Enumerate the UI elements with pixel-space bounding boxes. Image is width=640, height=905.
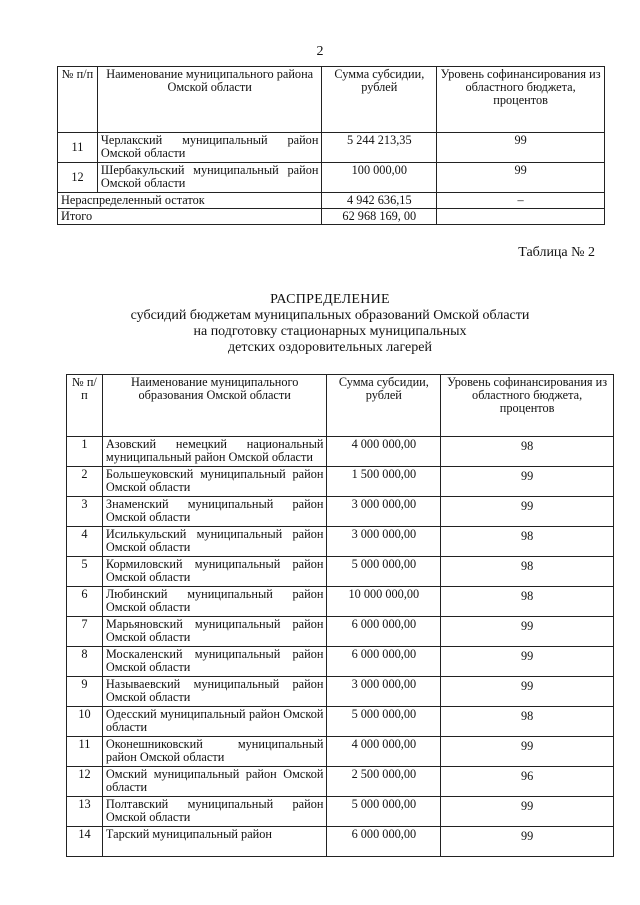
table-2-body [67, 437, 614, 857]
row-num: 10 [67, 707, 103, 737]
row-num: 14 [67, 827, 103, 857]
row-num: 2 [67, 467, 103, 497]
row-num: 9 [67, 677, 103, 707]
row-sum: 6 000 000,00 [327, 827, 441, 857]
total-level [437, 209, 605, 225]
row-sum: 100 000,00 [322, 163, 437, 193]
table-2-heading [0, 292, 640, 356]
row-name: Марьяновский муниципальный район Омской области [102, 617, 327, 647]
undistributed-sum: 4 942 636,15 [322, 193, 437, 209]
heading-line-3: на подготовку стационарных муниципальных [193, 324, 467, 339]
heading-line-2: субсидий бюджетам муниципальных образований Омской области [130, 308, 530, 323]
table-row [67, 647, 614, 677]
table-1 [57, 66, 605, 225]
table-row [58, 163, 605, 193]
header-sum: Сумма субсидии, рублей [322, 67, 437, 133]
row-level: 98 [441, 557, 614, 587]
row-num: 5 [67, 557, 103, 587]
table-row [67, 617, 614, 647]
header-num: № п/п [58, 67, 98, 133]
table-row [67, 737, 614, 767]
row-name: Азовский немецкий национальный муниципальный район Омской области [102, 437, 327, 467]
table-row [67, 707, 614, 737]
row-num: 12 [58, 163, 98, 193]
row-sum: 5 000 000,00 [327, 557, 441, 587]
row-level: 99 [437, 133, 605, 163]
row-level: 99 [437, 163, 605, 193]
row-sum: 6 000 000,00 [327, 617, 441, 647]
table-row [67, 677, 614, 707]
row-sum: 6 000 000,00 [327, 647, 441, 677]
table-row [67, 527, 614, 557]
table-row [67, 497, 614, 527]
table-row [67, 797, 614, 827]
page-number: 2 [316, 44, 324, 59]
row-sum: 10 000 000,00 [327, 587, 441, 617]
row-name: Одесский муниципальный район Омской области [102, 707, 327, 737]
row-name: Полтавский муниципальный район Омской области [102, 797, 327, 827]
row-num: 11 [58, 133, 98, 163]
row-name: Оконешниковский муниципальный район Омской области [102, 737, 327, 767]
row-level: 99 [441, 827, 614, 857]
row-name: Тарский муниципальный район [102, 827, 327, 857]
row-sum: 3 000 000,00 [327, 527, 441, 557]
row-level: 98 [441, 707, 614, 737]
undistributed-level: – [437, 193, 605, 209]
row-num: 4 [67, 527, 103, 557]
row-num: 6 [67, 587, 103, 617]
table-2-label: Таблица № 2 [518, 245, 595, 260]
row-name: Омский муниципальный район Омской области [102, 767, 327, 797]
table-row [67, 767, 614, 797]
row-level: 98 [441, 587, 614, 617]
row-num: 3 [67, 497, 103, 527]
row-level: 99 [441, 737, 614, 767]
undistributed-label: Нераспределенный остаток [58, 193, 322, 209]
row-num: 1 [67, 437, 103, 467]
row-level: 98 [441, 437, 614, 467]
table-row [67, 437, 614, 467]
row-num: 7 [67, 617, 103, 647]
header-num: № п/п [67, 375, 103, 437]
row-num: 8 [67, 647, 103, 677]
row-level: 99 [441, 467, 614, 497]
row-name: Большеуковский муниципальный район Омской области [102, 467, 327, 497]
row-sum: 4 000 000,00 [327, 437, 441, 467]
row-sum: 3 000 000,00 [327, 497, 441, 527]
row-name: Исилькульский муниципальный район Омской области [102, 527, 327, 557]
row-num: 11 [67, 737, 103, 767]
row-name: Знаменский муниципальный район Омской области [102, 497, 327, 527]
row-level: 96 [441, 767, 614, 797]
table-1-header-row [58, 67, 605, 133]
total-label: Итого [58, 209, 322, 225]
table-row [67, 587, 614, 617]
table-row [67, 827, 614, 857]
row-level: 99 [441, 617, 614, 647]
row-sum: 5 000 000,00 [327, 797, 441, 827]
row-num: 13 [67, 797, 103, 827]
table-row [58, 133, 605, 163]
row-name: Кормиловский муниципальный район Омской области [102, 557, 327, 587]
row-sum: 5 244 213,35 [322, 133, 437, 163]
row-level: 98 [441, 527, 614, 557]
row-name: Называевский муниципальный район Омской области [102, 677, 327, 707]
table-2-header-row [67, 375, 614, 437]
undistributed-row [58, 193, 605, 209]
table-2 [66, 374, 614, 857]
header-sum: Сумма субсидии, рублей [327, 375, 441, 437]
row-level: 99 [441, 677, 614, 707]
heading-line-4: детских оздоровительных лагерей [228, 340, 432, 355]
header-level: Уровень софинансирования из областного бюджета, процентов [437, 67, 605, 133]
row-sum: 2 500 000,00 [327, 767, 441, 797]
row-sum: 1 500 000,00 [327, 467, 441, 497]
row-level: 99 [441, 647, 614, 677]
row-name: Шербакульский муниципальный район Омской области [97, 163, 322, 193]
row-num: 12 [67, 767, 103, 797]
row-sum: 3 000 000,00 [327, 677, 441, 707]
header-name: Наименование муниципального образования Омской области [102, 375, 327, 437]
heading-line-1: РАСПРЕДЕЛЕНИЕ [270, 292, 390, 307]
row-level: 99 [441, 497, 614, 527]
table-row [67, 557, 614, 587]
total-row [58, 209, 605, 225]
row-name: Москаленский муниципальный район Омской области [102, 647, 327, 677]
row-level: 99 [441, 797, 614, 827]
row-sum: 5 000 000,00 [327, 707, 441, 737]
table-row [67, 467, 614, 497]
header-name: Наименование муниципального района Омской области [97, 67, 322, 133]
row-name: Любинский муниципальный район Омской области [102, 587, 327, 617]
row-sum: 4 000 000,00 [327, 737, 441, 767]
total-sum: 62 968 169, 00 [322, 209, 437, 225]
row-name: Черлакский муниципальный район Омской области [97, 133, 322, 163]
header-level: Уровень софинансирования из областного бюджета, процентов [441, 375, 614, 437]
